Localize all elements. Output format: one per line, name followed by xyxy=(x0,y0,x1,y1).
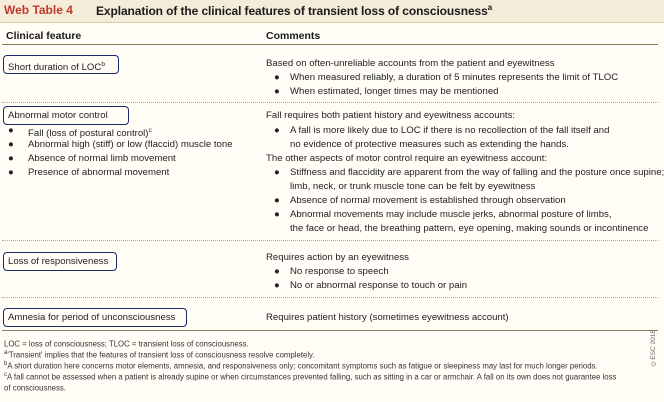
bullet-icon: ● xyxy=(8,125,14,136)
copyright-side-text: ©ESC 2018 xyxy=(650,330,657,367)
footnote xyxy=(4,381,66,394)
table-title-text: Explanation of the clinical features of transient loss of consciousness xyxy=(96,4,488,18)
comment-text: The other aspects of motor control require an eyewitness account: xyxy=(266,153,548,164)
feature-amnesia: Amnesia for period of unconsciousness xyxy=(8,312,176,323)
bullet-icon: ● xyxy=(274,266,280,277)
footnote-text: A fall cannot be assessed when a patient is already supine or when circumstances prevented falling, such as sitting in a car or armchair. A fall on its own does not guarantee loss xyxy=(7,372,617,382)
table-label: Web Table 4 xyxy=(4,3,73,17)
table-title-sup: a xyxy=(487,3,493,12)
comment-text: No response to speech xyxy=(290,266,389,277)
feature-item-text: Fall (loss of postural control) xyxy=(28,128,149,140)
comment-text: Stiffness and flaccidity are apparent from the way of falling and the posture once supine; xyxy=(290,167,664,178)
comment-text: When measured reliably, a duration of 5 minutes represents the limit of TLOC xyxy=(290,72,619,83)
bullet-icon: ● xyxy=(274,280,280,291)
feature-item: Absence of normal limb movement xyxy=(28,153,176,164)
feature-abnormal-motor: Abnormal motor control xyxy=(8,110,108,121)
feature-short-duration-sup: b xyxy=(101,61,105,68)
comment-text: Requires patient history (sometimes eyewitness account) xyxy=(266,312,509,323)
footnote-text: 'Transient' implies that the features of transient loss of consciousness resolve completely. xyxy=(7,350,315,360)
bullet-icon: ● xyxy=(274,125,280,136)
header-comments: Comments xyxy=(266,30,321,42)
bullet-icon: ● xyxy=(8,139,14,150)
bullet-icon: ● xyxy=(8,153,14,164)
feature-item xyxy=(28,125,152,140)
table-bottom-rule xyxy=(2,330,658,331)
row-divider xyxy=(2,240,658,241)
feature-short-duration-text: Short duration of LOC xyxy=(8,62,102,74)
bullet-icon: ● xyxy=(274,72,280,83)
row-divider xyxy=(2,102,658,103)
comment-text: the face or head, the breathing pattern, eye opening, making sounds or incontinence xyxy=(290,223,649,234)
table-title-bar xyxy=(0,0,664,23)
footnote-sup: b xyxy=(4,361,8,367)
bullet-icon: ● xyxy=(274,167,280,178)
feature-item: Presence of abnormal movement xyxy=(28,167,170,178)
comment-text: When estimated, longer times may be mentioned xyxy=(290,86,499,97)
comment-text: Requires action by an eyewitness xyxy=(266,252,409,263)
comment-text: limb, neck, or trunk muscle tone can be felt by eyewitness xyxy=(290,181,536,192)
footnote-sup: a xyxy=(4,350,8,356)
footnote-sup: c xyxy=(4,372,7,378)
footnote-text: of consciousness. xyxy=(4,383,66,393)
footnote xyxy=(4,370,616,383)
feature-item: Abnormal high (stiff) or low (flaccid) muscle tone xyxy=(28,139,233,150)
header-rule xyxy=(2,44,658,45)
comment-text: no evidence of protective measures such as extending the hands. xyxy=(290,139,569,150)
comment-text: Abnormal movements may include muscle jerks, abnormal posture of limbs, xyxy=(290,209,612,220)
comment-text: A fall is more likely due to LOC if there is no recollection of the fall itself and xyxy=(290,125,610,136)
table-title xyxy=(96,3,492,18)
footnote-text: LOC = loss of consciousness; TLOC = transient loss of consciousness. xyxy=(4,339,249,349)
bullet-icon: ● xyxy=(274,209,280,220)
bullet-icon: ● xyxy=(274,195,280,206)
bullet-icon: ● xyxy=(274,86,280,97)
row-divider xyxy=(2,297,658,298)
comment-text: Absence of normal movement is established through observation xyxy=(290,195,566,206)
comment-text: Fall requires both patient history and eyewitness accounts: xyxy=(266,110,516,121)
bullet-icon: ● xyxy=(8,167,14,178)
feature-short-duration xyxy=(8,59,105,74)
comment-text: No or abnormal response to touch or pain xyxy=(290,280,468,291)
header-clinical-feature: Clinical feature xyxy=(6,30,82,42)
feature-loss-responsiveness: Loss of responsiveness xyxy=(8,256,109,267)
comment-text: Based on often-unreliable accounts from the patient and eyewitness xyxy=(266,58,555,69)
footnote-text: A short duration here concerns motor elements, amnesia, and responsiveness only; concomitant symptoms such as fatigue or sleepiness may last for much longer periods. xyxy=(7,361,598,371)
feature-item-sup: c xyxy=(148,127,152,134)
